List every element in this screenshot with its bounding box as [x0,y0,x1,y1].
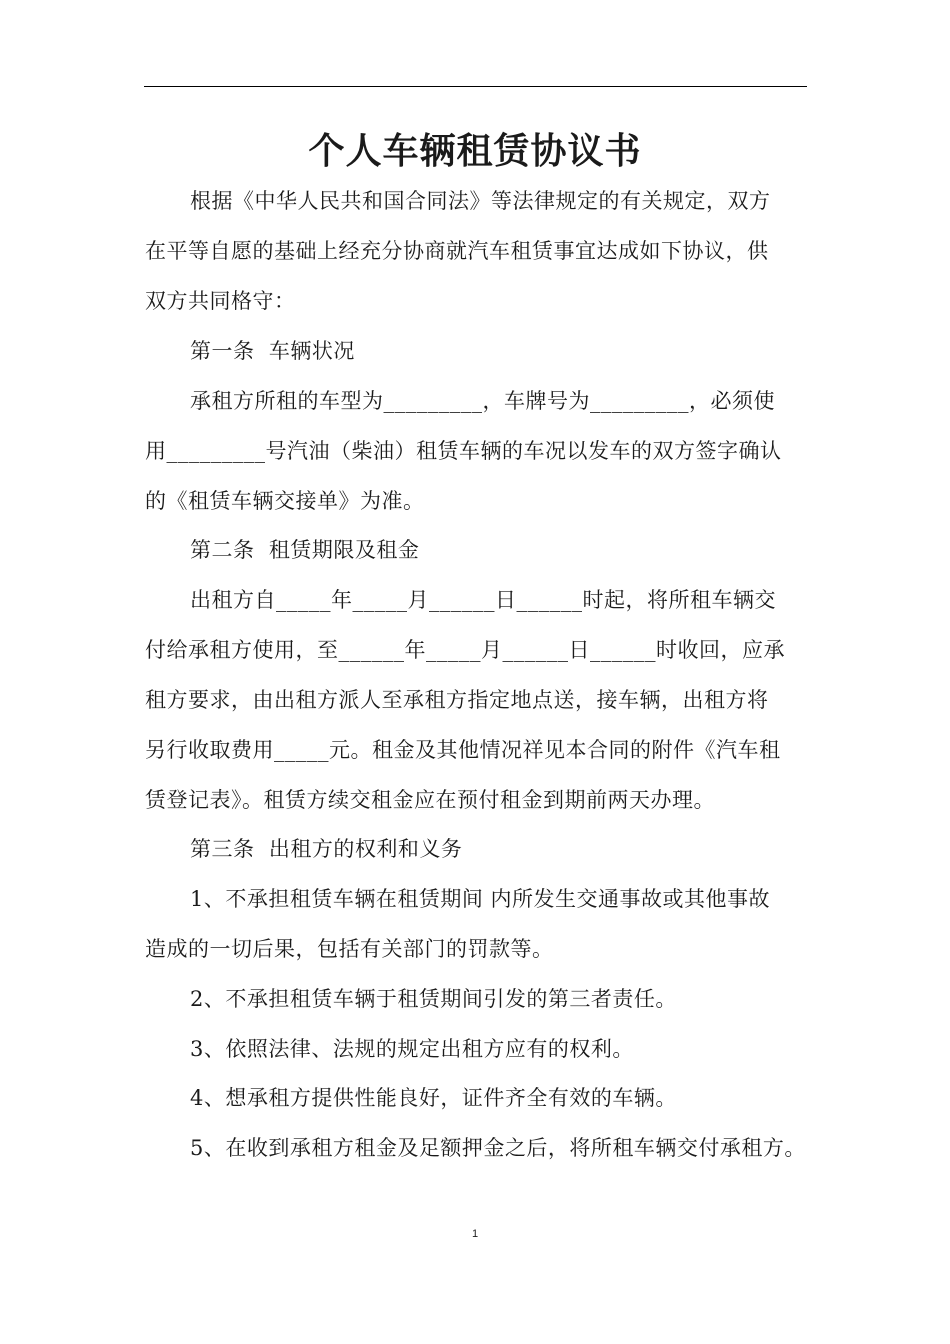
body-line: 付给承租方使用，至______年_____月______日______时收回，应承 [145,638,785,662]
body-line: 承租方所租的车型为_________，车牌号为_________，必须使 [190,389,775,413]
body-line: 根据《中华人民共和国合同法》等法律规定的有关规定，双方 [190,189,771,213]
body-line: 另行收取费用_____元。租金及其他情况祥见本合同的附件《汽车租 [145,738,781,762]
section-heading: 第三条 出租方的权利和义务 [190,837,463,861]
section-heading: 第一条 车辆状况 [190,339,355,363]
list-item: 3、依照法律、法规的规定出租方应有的权利。 [190,1037,634,1061]
section-heading: 第二条 租赁期限及租金 [190,538,420,562]
document-title: 个人车辆租赁协议书 [308,130,642,172]
body-line: 在平等自愿的基础上经充分协商就汽车租赁事宜达成如下协议，供 [145,239,769,263]
header-rule [144,86,807,87]
list-item: 1、不承担租赁车辆在租赁期间 内所发生交通事故或其他事故 [190,887,771,911]
body-line: 赁登记表》。租赁方续交租金应在预付租金到期前两天办理。 [145,788,715,812]
list-item: 2、不承担租赁车辆于租赁期间引发的第三者责任。 [190,987,677,1011]
body-line: 租方要求，由出租方派人至承租方指定地点送，接车辆，出租方将 [145,688,769,712]
body-line: 双方共同格守： [145,289,296,313]
body-line: 造成的一切后果，包括有关部门的罚款等。 [145,937,554,961]
body-line: 出租方自_____年_____月______日______时起，将所租车辆交 [190,588,776,612]
page-number: 1 [471,1228,479,1240]
list-item: 4、想承租方提供性能良好，证件齐全有效的车辆。 [190,1086,677,1110]
body-line: 用_________号汽油（柴油）租赁车辆的车况以发车的双方签字确认 [145,439,782,463]
body-line: 的《租赁车辆交接单》为准。 [145,489,425,513]
list-item: 5、在收到承租方租金及足额押金之后，将所租车辆交付承租方。 [190,1136,806,1160]
